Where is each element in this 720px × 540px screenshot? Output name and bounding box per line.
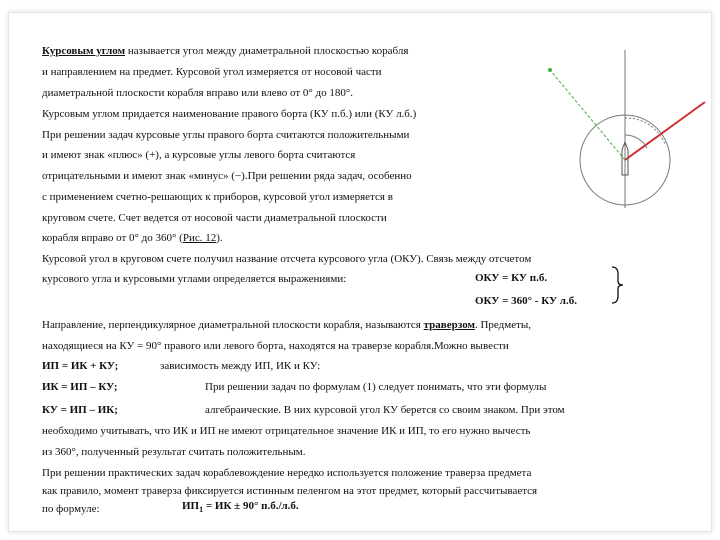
diagram-green-line [550, 70, 625, 160]
paragraph-line-20: При решении практических задач кораблевождение нередко используется положение траверза предмета [42, 467, 532, 479]
paragraph-line-8: с применением счетно-решающих к приборов, курсовой угол измеряется в [42, 191, 393, 203]
diagram-bearing-line [625, 102, 705, 160]
paragraph-line-14: находящиеся на КУ = 90° правого или левого борта, находятся на траверзе корабля.Можно вывести [42, 340, 509, 352]
paragraph-line-3: диаметральной плоскости корабля вправо или влево от 0° до 180°. [42, 87, 354, 99]
formula-main: ИП [182, 500, 200, 512]
brace-icon [610, 266, 624, 304]
paragraph-line-5: При решении задач курсовые углы правого борта считаются положительными [42, 129, 410, 141]
paragraph-line-16: При решении задач по формулам (1) следует понимать, что эти формулы [205, 381, 547, 393]
formula-oku-lb: ОКУ = 360° - КУ л.б. [475, 295, 577, 307]
course-angle-diagram [530, 40, 710, 230]
term-kursovoy-ugol: Курсовым углом [42, 45, 126, 57]
diagram-object-point [548, 68, 552, 72]
paragraph-line-22: по формуле: [42, 503, 100, 515]
formula-subscript: 1 [199, 505, 204, 515]
paragraph-line-1 [42, 44, 408, 58]
paragraph-line-19: из 360°, полученный результат считать положительным. [42, 446, 306, 458]
paragraph-line-17: алгебраические. В них курсовой угол КУ берется со своим знаком. При этом [205, 404, 565, 416]
formula-oku-pb: ОКУ = КУ п.б. [475, 272, 548, 284]
figure-link[interactable]: Рис. 12 [182, 232, 217, 244]
equation-ku: КУ = ИП – ИК; [42, 404, 118, 416]
text-span: ). [216, 232, 223, 244]
text-span: называется угол между диаметральной плоскостью корабля [125, 45, 409, 57]
paragraph-line-21: как правило, момент траверза фиксируется истинным пеленгом на этот предмет, который рассчитывается [42, 485, 538, 497]
formula-traverz [182, 500, 299, 514]
text-span: корабля вправо от 0° до 360° ( [42, 232, 183, 244]
paragraph-line-2: и направлением на предмет. Курсовой угол измеряется от носовой части [42, 66, 382, 78]
paragraph-line-4: Курсовым углом придается наименование правого борта (КУ п.б.) или (КУ л.б.) [42, 108, 417, 120]
paragraph-line-10 [42, 231, 223, 245]
equation-ik: ИК = ИП – КУ; [42, 381, 118, 393]
formula-rest: = ИК ± 90° п.б./л.б. [203, 500, 299, 512]
paragraph-line-6: и имеют знак «плюс» (+), а курсовые углы левого борта считаются [42, 149, 356, 161]
paragraph-line-9: круговом счете. Счет ведется от носовой части диаметральной плоскости [42, 212, 387, 224]
term-traverz: траверзом [423, 319, 475, 331]
text-span: . Предметы, [474, 319, 532, 331]
equation-ip: ИП = ИК + КУ; [42, 360, 119, 372]
text-span: Направление, перпендикулярное диаметральной плоскости корабля, называются [42, 319, 424, 331]
paragraph-line-12: курсового угла и курсовыми углами определяется выражениями: [42, 273, 347, 285]
paragraph-line-11: Курсовой угол в круговом счете получил название отсчета курсового угла (ОКУ). Связь между отсчетом [42, 253, 532, 265]
paragraph-line-18: необходимо учитывать, что ИК и ИП не имеют отрицательное значение ИК и ИП, то его нужно вычесть [42, 425, 531, 437]
paragraph-line-15: зависимость между ИП, ИК и КУ: [160, 360, 321, 372]
paragraph-line-7: отрицательными и имеют знак «минус» (−).При решении ряда задач, особенно [42, 170, 412, 182]
paragraph-line-13 [42, 318, 531, 332]
